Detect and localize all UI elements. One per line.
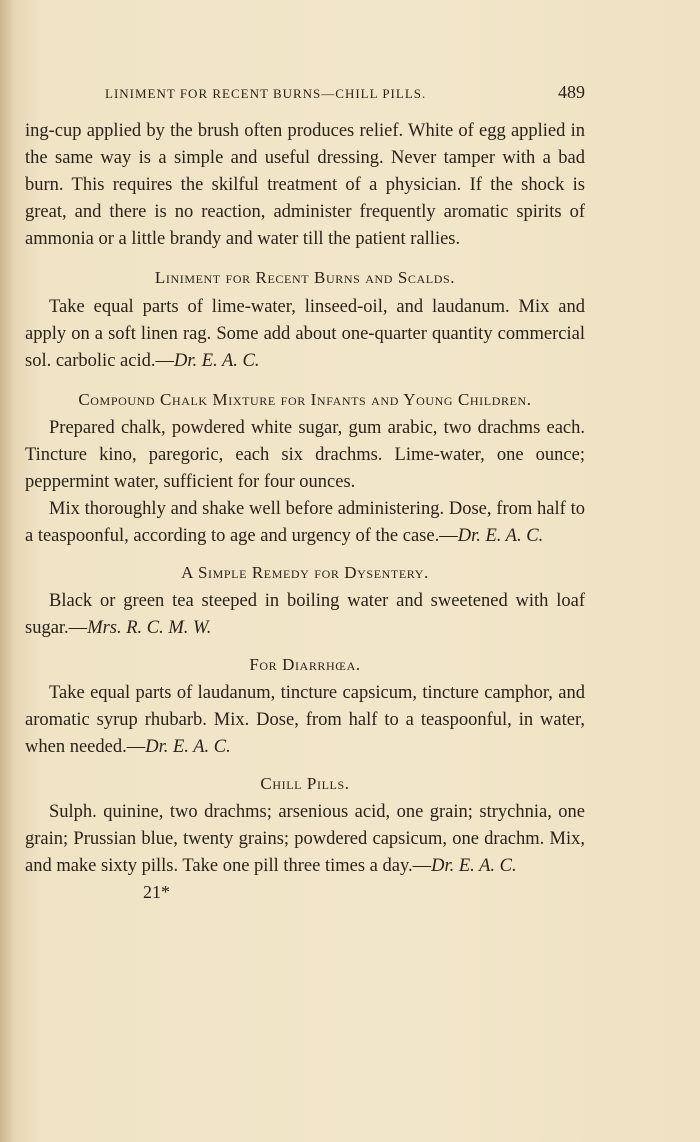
paragraph-text: Take equal parts of laudanum, tincture capsicum, tincture camphor, and aromatic syrup rhubarb. Mix. Dose, from half to a teaspoonful, in water, when needed.— [25, 683, 585, 757]
section-paragraph-chalk-mixture: Prepared chalk, powdered white sugar, gum arabic, two drachms each. Tincture kino, paregoric, each six drachms. Lime-water, one ounce; peppermint water, sufficient for four ounces. [25, 418, 585, 492]
section-heading-dysentery: A Simple Remedy for Dysentery. [181, 563, 429, 582]
attribution: Dr. E. A. C. [457, 526, 544, 546]
signature-mark: 21* [143, 882, 170, 902]
section-heading-chalk-mixture: Compound Chalk Mixture for Infants and Young Children. [78, 390, 532, 409]
attribution: Mrs. R. C. M. W. [87, 618, 212, 638]
section-paragraph-dysentery [25, 588, 585, 642]
page-number: 489 [558, 82, 585, 102]
paragraph-text: Black or green tea steeped in boiling water and sweetened with loaf sugar.— [25, 591, 585, 638]
paragraph-text: Mix thoroughly and shake well before administering. Dose, from half to a teaspoonful, according to age and urgency of the case.— [25, 499, 585, 546]
attribution: Dr. E. A. C. [431, 856, 517, 876]
section-heading-chill-pills: Chill Pills. [260, 774, 350, 793]
attribution: Dr. E. A. C. [173, 351, 260, 371]
running-title: LINIMENT FOR RECENT BURNS—CHILL PILLS. [105, 86, 427, 101]
section-paragraph-diarrhoea [25, 680, 585, 761]
section-paragraph-chill-pills [25, 799, 585, 880]
continuation-paragraph: ing-cup applied by the brush often produces relief. White of egg applied in the same way is a simple and useful dressing. Never tamper with a bad burn. This requires the skilful treatment of a physician. If the shock is great, and there is no reaction, administer frequently aromatic spirits of ammonia or a little brandy and water till the patient rallies. [25, 121, 585, 249]
running-header [105, 82, 585, 106]
attribution: Dr. E. A. C. [145, 737, 231, 757]
section-paragraph-liniment [25, 294, 585, 375]
section-paragraph-chalk-mixture-dose [25, 496, 585, 550]
section-heading-liniment: Liniment for Recent Burns and Scalds. [154, 268, 456, 287]
paragraph-text: Take equal parts of lime-water, linseed-oil, and laudanum. Mix and apply on a soft linen rag. Some add about one-quarter quantity commercial sol. carbolic acid.— [25, 297, 585, 371]
paragraph-text: Sulph. quinine, two drachms; arsenious acid, one grain; strychnia, one grain; Prussian blue, twenty grains; powdered capsicum, one drachm. Mix, and make sixty pills. Take one pill three times a day.— [25, 802, 585, 876]
page-body [25, 118, 585, 904]
section-heading-diarrhoea: For Diarrhœa. [249, 655, 361, 674]
